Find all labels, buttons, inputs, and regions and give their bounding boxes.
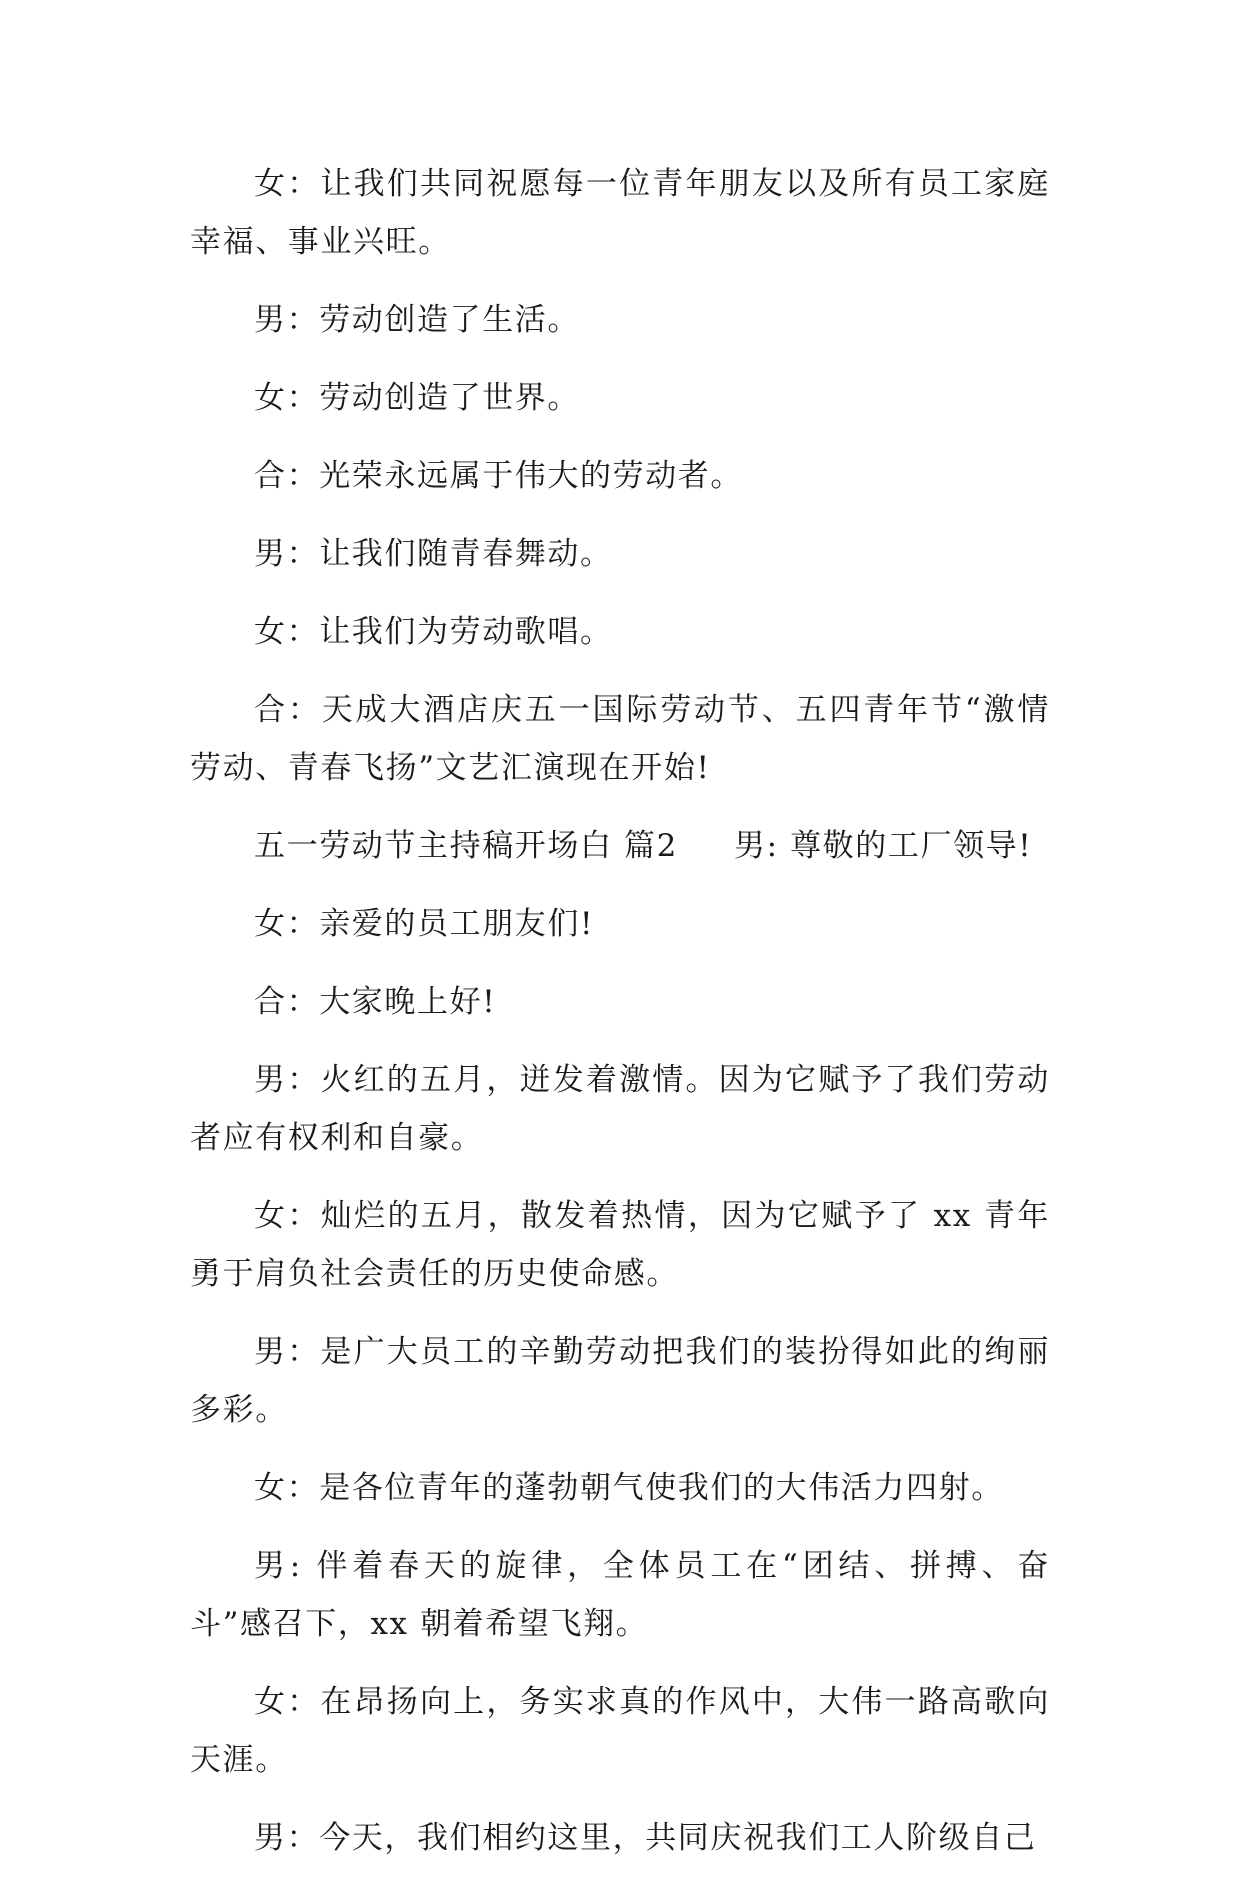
paragraph-6: 女：让我们为劳动歌唱。 bbox=[254, 614, 613, 650]
paragraph-2: 男：劳动创造了生活。 bbox=[254, 302, 580, 338]
paragraph-1: 女：让我们共同祝愿每一位青年朋友以及所有员工家庭幸福、事业兴旺。 bbox=[190, 166, 1050, 260]
paragraph-15: 男: 伴着春天的旋律，全体员工在“团结、拼搏、奋斗”感召下，xx 朝着希望飞翔。 bbox=[190, 1548, 1050, 1642]
paragraph-12: 女：灿烂的五月，散发着热情，因为它赋予了 xx 青年勇于肩负社会责任的历史使命感。 bbox=[190, 1198, 1050, 1292]
paragraph-17: 男：今天，我们相约这里，共同庆祝我们工人阶级自己 bbox=[254, 1820, 1037, 1856]
paragraph-4: 合：光荣永远属于伟大的劳动者。 bbox=[254, 458, 743, 494]
paragraph-14: 女：是各位青年的蓬勃朝气使我们的大伟活力四射。 bbox=[254, 1470, 1004, 1506]
paragraph-16: 女：在昂扬向上，务实求真的作风中，大伟一路高歌向天涯。 bbox=[190, 1684, 1050, 1778]
paragraph-10: 合：大家晚上好! bbox=[254, 984, 497, 1020]
section-title: 五一劳动节主持稿开场白 篇2 bbox=[254, 828, 678, 864]
section-first-line: 男: 尊敬的工厂领导! bbox=[733, 828, 1033, 864]
section-heading-line bbox=[190, 817, 1050, 875]
paragraph-7: 合：天成大酒店庆五一国际劳动节、五四青年节“激情劳动、青春飞扬”文艺汇演现在开始! bbox=[190, 692, 1050, 786]
paragraph-11: 男：火红的五月，迸发着激情。因为它赋予了我们劳动者应有权利和自豪。 bbox=[190, 1062, 1050, 1156]
paragraph-3: 女：劳动创造了世界。 bbox=[254, 380, 580, 416]
paragraph-13: 男：是广大员工的辛勤劳动把我们的装扮得如此的绚丽多彩。 bbox=[190, 1334, 1050, 1428]
paragraph-5: 男：让我们随青春舞动。 bbox=[254, 536, 613, 572]
document-body bbox=[190, 155, 1050, 1887]
paragraph-9: 女：亲爱的员工朋友们! bbox=[254, 906, 595, 942]
